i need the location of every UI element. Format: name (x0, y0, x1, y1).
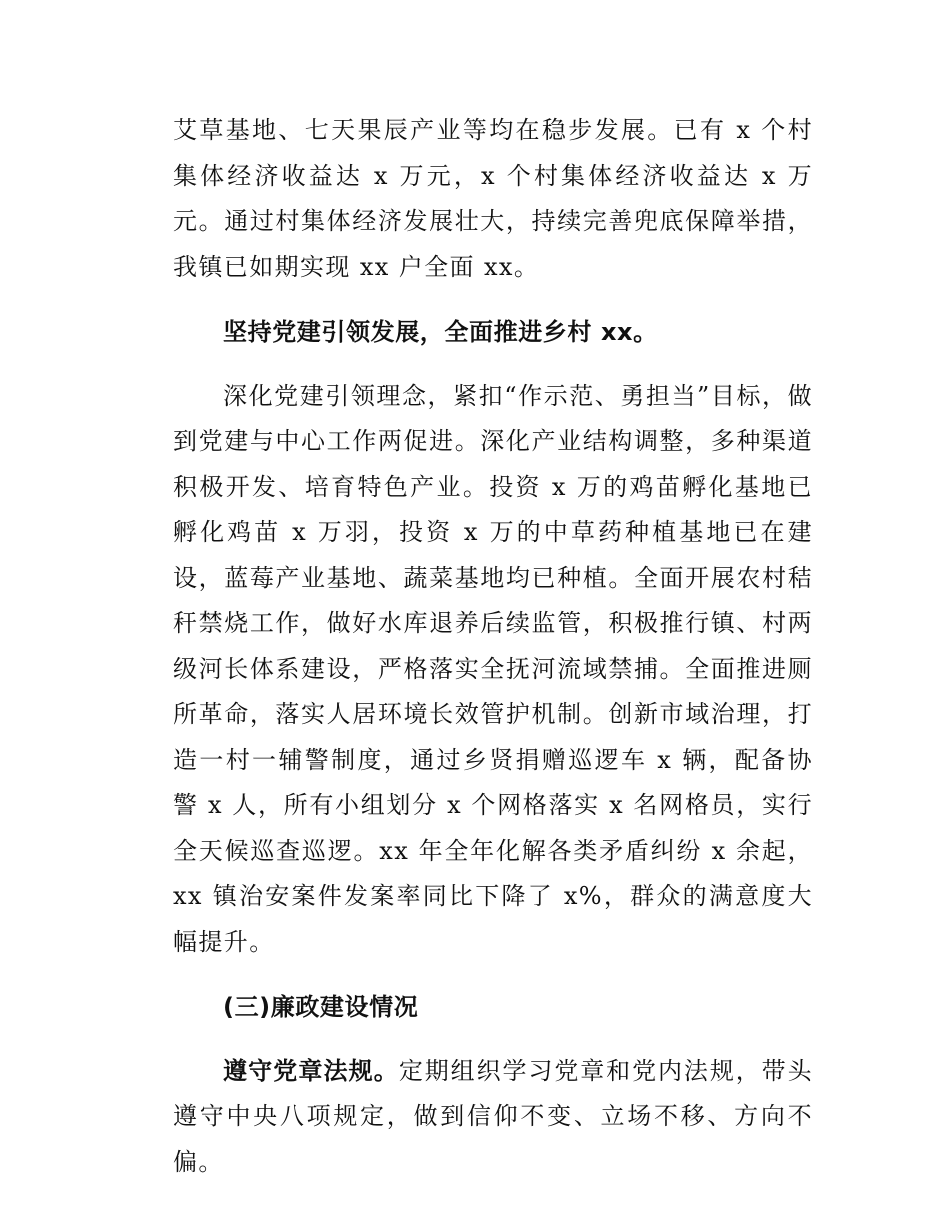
heading-party-building: 坚持党建引领发展，全面推进乡村 xx。 (223, 318, 658, 346)
paragraph-party-rules (173, 1049, 813, 1186)
paragraph-party-rules-lead: 遵守党章法规。 (223, 1056, 399, 1085)
paragraph-collective-economy: 艾草基地、七天果辰产业等均在稳步发展。已有 x 个村集体经济收益达 x 万元，x 个村集体经济收益达 x 万元。通过村集体经济发展壮大，持续完善兜底保障举措，我镇已如期实现 xx 户全面 xx。 (173, 116, 813, 281)
paragraph-party-rules-body: 定期组织学习党章和党内法规，带头遵守中央八项规定，做到信仰不变、立场不移、方向不偏。 (173, 1056, 813, 1176)
document-body (173, 108, 813, 1185)
paragraph-party-building: 深化党建引领理念，紧扣“作示范、勇担当”目标，做到党建与中心工作两促进。深化产业结构调整，多种渠道积极开发、培育特色产业。投资 x 万的鸡苗孵化基地已孵化鸡苗 x 万羽，投资 x 万的中草药种植基地已在建设，蓝莓产业基地、蔬菜基地均已种植。全面开展农村秸秆禁烧工作，做好水库退养后续监管，积极推行镇、村两级河长体系建设，严格落实全抚河流域禁捕。全面推进厕所革命，落实人居环境长效管护机制。创新市域治理，打造一村一辅警制度，通过乡贤捐赠巡逻车 x 辆，配备协警 x 人，所有小组划分 x 个网格落实 x 名网格员，实行全天候巡查巡逻。xx 年全年化解各类矛盾纠纷 x 余起，xx 镇治安案件发案率同比下降了 x%，群众的满意度大幅提升。 (173, 381, 813, 956)
heading-integrity-building: (三)廉政建设情况 (223, 993, 419, 1021)
